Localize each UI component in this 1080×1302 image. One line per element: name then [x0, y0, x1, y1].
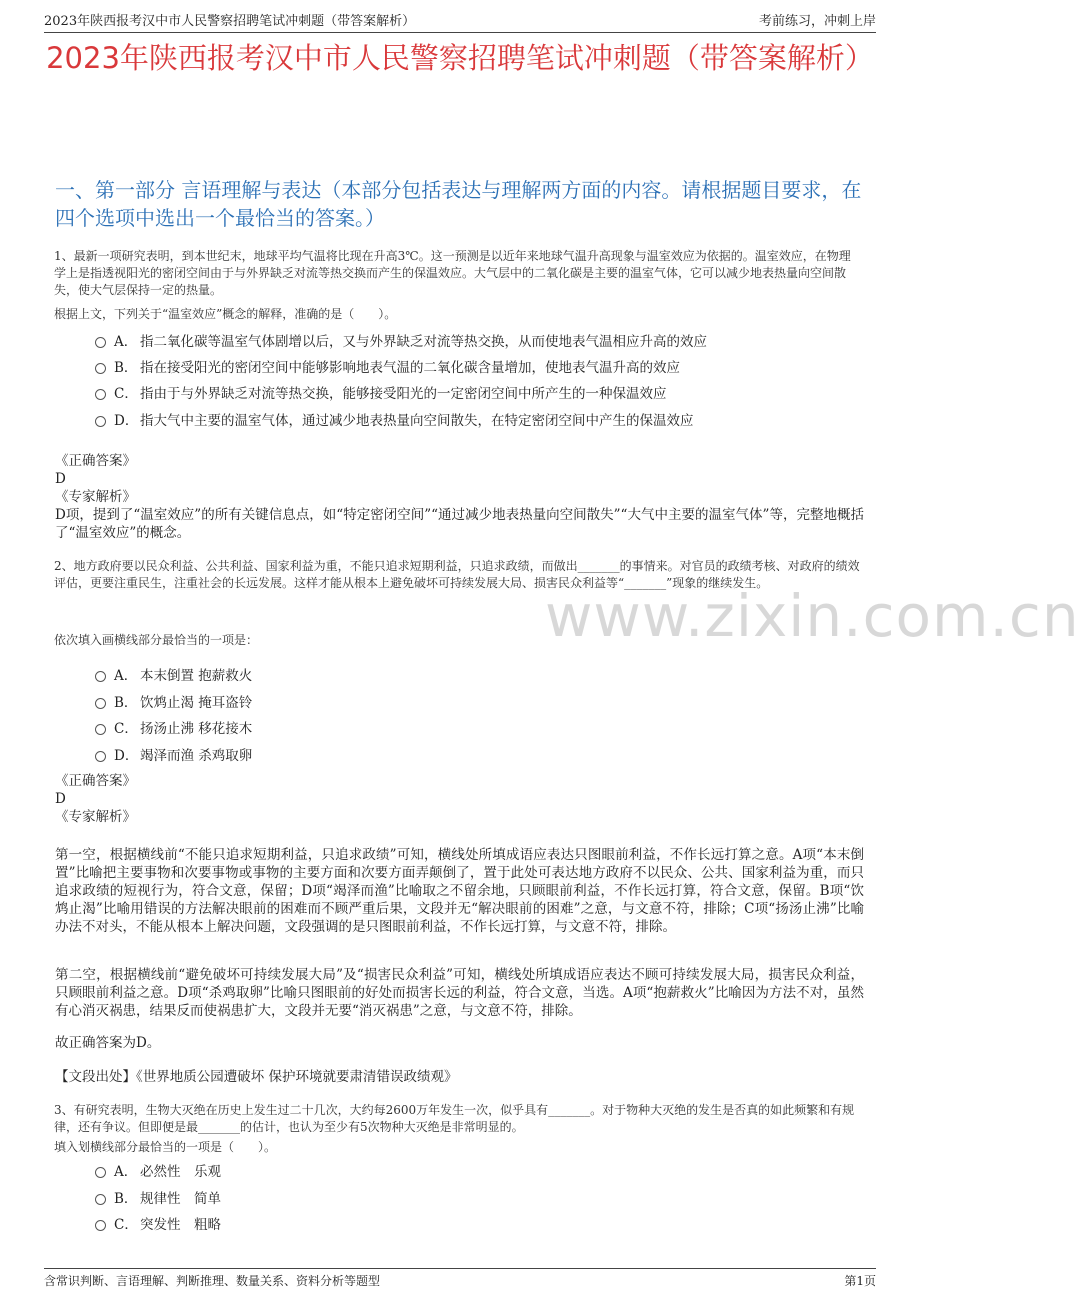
radio-icon[interactable]	[95, 1194, 106, 1205]
analysis-label: 《专家解析》	[55, 489, 136, 505]
radio-icon[interactable]	[95, 751, 106, 762]
q1-answer-section	[55, 452, 136, 506]
question-1-text: 1、最新一项研究表明，到本世纪末，地球平均气温将比现在升高3℃。这一预测是以近年来地球气温升高现象与温室效应为依据的。温室效应，在物理学上是指透视阳光的密闭空间由于与外界缺乏对流等热交换而产生的保温效应。大气层中的二氧化碳是主要的温室气体，它可以减少地表热量向空间散失，使大气层保持一定的热量。	[54, 249, 851, 297]
radio-icon[interactable]	[95, 337, 106, 348]
q2-conclusion: 故正确答案为D。	[55, 1035, 161, 1051]
q2-analysis-paragraph-1: 第一空，根据横线前“不能只追求短期利益，只追求政绩”可知，横线处所填成语应表达只图眼前利益，不作长远打算之意。A项“本末倒置”比喻把主要事物和次要事物或事物的主要方面和次要方面弄颠倒了，置于此处可表达地方政府不以民众、公共、国家利益为重，而只追求政绩的短视行为，符合文意，保留；D项“竭泽而渔”比喻取之不留余地，只顾眼前利益，不作长远打算，符合文意，保留。B项“饮鸩止渴”比喻用错误的方法解决眼前的困难而不顾严重后果，文段并无“解决眼前的困难”之意，与文意不符，排除；C项“扬汤止沸”比喻办法不对头，不能从根本上解决问题，文段强调的是只图眼前利益，不作长远打算，与文意不符，排除。	[55, 847, 864, 935]
answer-label: 《正确答案》	[55, 773, 136, 789]
q3-option-c[interactable]: C． 突发性 粗略	[95, 1213, 221, 1233]
q2-option-a[interactable]: A． 本末倒置 抱薪救火	[95, 664, 252, 684]
q3-option-a[interactable]: A． 必然性 乐观	[95, 1160, 221, 1180]
running-header	[44, 10, 876, 33]
radio-icon[interactable]	[95, 724, 106, 735]
q2-option-c[interactable]: C． 扬汤止沸 移花接木	[95, 717, 252, 737]
question-3-prompt: 填入划横线部分最恰当的一项是（ ）。	[54, 1140, 277, 1154]
section-heading: 一、第一部分 言语理解与表达（本部分包括表达与理解两方面的内容。请根据题目要求，在四个选项中选出一个最恰当的答案。）	[55, 178, 862, 230]
radio-icon[interactable]	[95, 698, 106, 709]
radio-icon[interactable]	[95, 416, 106, 427]
q2-option-b[interactable]: B． 饮鸩止渴 掩耳盗铃	[95, 691, 252, 711]
page-number: 第1页	[844, 1274, 876, 1288]
header-slogan: 考前练习，冲刺上岸	[758, 14, 876, 29]
radio-icon[interactable]	[95, 1167, 106, 1178]
q1-option-c[interactable]: C． 指由于与外界缺乏对流等热交换，能够接受阳光的一定密闭空间中所产生的一种保温效应	[95, 382, 667, 402]
q1-option-b[interactable]: B． 指在接受阳光的密闭空间中能够影响地表气温的二氧化碳含量增加，使地表气温升高的效应	[95, 356, 680, 376]
q1-analysis: D项，提到了“温室效应”的所有关键信息点，如“特定密闭空间”“通过减少地表热量向空间散失”“大气中主要的温室气体”等，完整地概括了“温室效应”的概念。	[55, 507, 864, 541]
answer-label: 《正确答案》	[55, 453, 136, 469]
question-3-text: 3、有研究表明，生物大灭绝在历史上发生过二十几次，大约每2600万年发生一次，似乎具有_______。对于物种大灭绝的发生是否真的如此频繁和有规律，还有争议。但即便是最_______的估计，也认为至少有5次物种大灭绝是非常明显的。	[54, 1103, 855, 1134]
header-doc-title: 2023年陕西报考汉中市人民警察招聘笔试冲刺题（带答案解析）	[44, 14, 416, 29]
question-2-text: 2、地方政府要以民众利益、公共利益、国家利益为重，不能只追求短期利益，只追求政绩，而做出_______的事情来。对官员的政绩考核、对政府的绩效评估，更要注重民生，注重社会的长远发展。这样才能从根本上避免破坏可持续发展大局、损害民众利益等“_______”现象的继续发生。	[54, 559, 860, 590]
radio-icon[interactable]	[95, 363, 106, 374]
running-footer	[44, 1268, 876, 1289]
q1-option-a[interactable]: A． 指二氧化碳等温室气体剧增以后，又与外界缺乏对流等热交换，从而使地表气温相应升高的效应	[95, 330, 707, 350]
question-2-prompt: 依次填入画横线部分最恰当的一项是：	[54, 633, 259, 647]
document-title: 2023年陕西报考汉中市人民警察招聘笔试冲刺题（带答案解析）	[46, 41, 874, 75]
watermark: www.zixin.com.cn	[545, 582, 1080, 650]
q2-analysis-paragraph-2: 第二空，根据横线前“避免破坏可持续发展大局”及“损害民众利益”可知，横线处所填成语应表达不顾可持续发展大局，损害民众利益，只顾眼前利益之意。D项“杀鸡取卵”比喻只图眼前的好处而损害长远的利益，符合文意，当选。A项“抱薪救火”比喻因为方法不对，虽然有心消灭祸患，结果反而使祸患扩大，文段并无要“消灭祸患”之意，与文意不符，排除。	[55, 967, 864, 1019]
radio-icon[interactable]	[95, 671, 106, 682]
radio-icon[interactable]	[95, 1220, 106, 1231]
answer-value: D	[55, 471, 66, 487]
q2-option-d[interactable]: D． 竭泽而渔 杀鸡取卵	[95, 744, 252, 764]
q2-source: 【文段出处】《世界地质公园遭破坏 保护环境就要肃清错误政绩观》	[55, 1069, 458, 1085]
analysis-label: 《专家解析》	[55, 809, 136, 825]
footer-description: 含常识判断、言语理解、判断推理、数量关系、资料分析等题型	[44, 1274, 381, 1288]
q2-answer-section	[55, 772, 136, 826]
answer-value: D	[55, 791, 66, 807]
q1-option-d[interactable]: D． 指大气中主要的温室气体，通过减少地表热量向空间散失，在特定密闭空间中产生的保温效应	[95, 409, 694, 429]
question-1-prompt: 根据上文，下列关于“温室效应”概念的解释，准确的是（ ）。	[54, 307, 397, 321]
radio-icon[interactable]	[95, 389, 106, 400]
q3-option-b[interactable]: B． 规律性 简单	[95, 1187, 221, 1207]
